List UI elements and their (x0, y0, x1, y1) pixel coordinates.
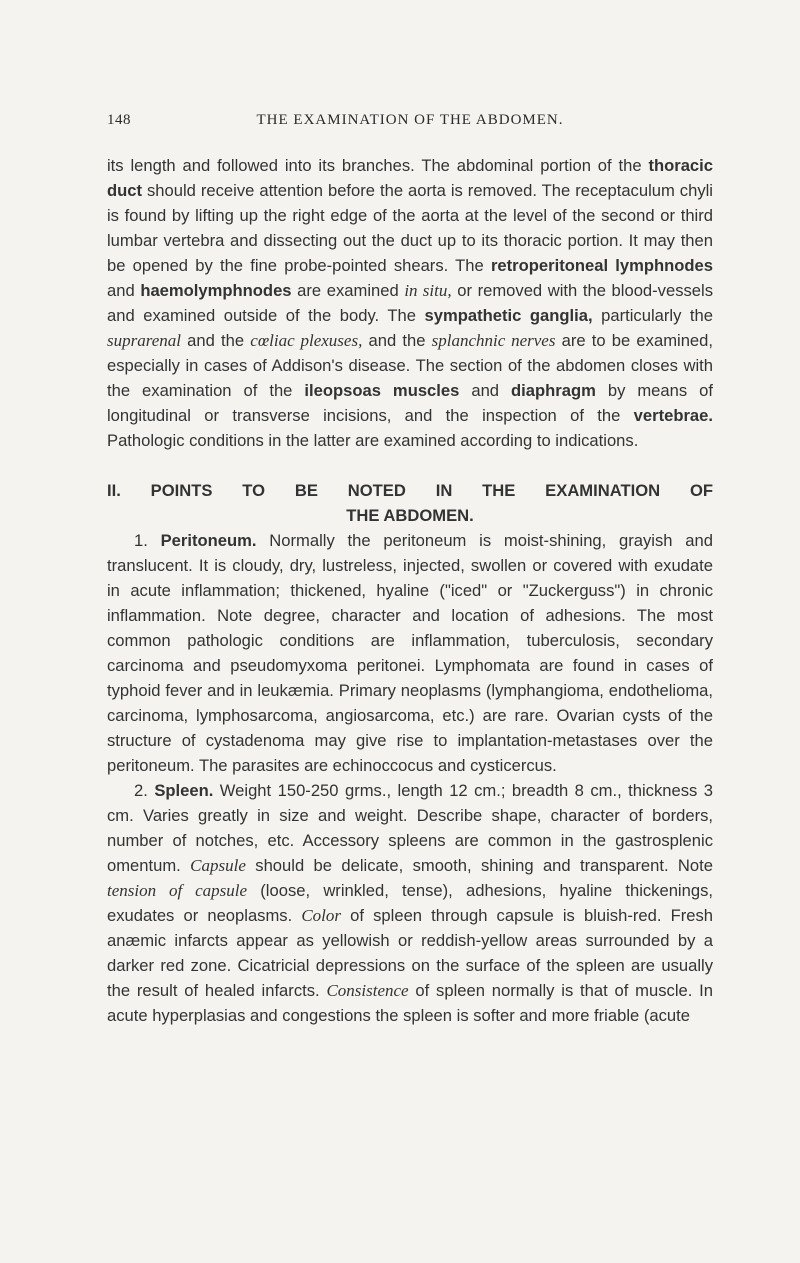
term-haemolymphnodes: haemolymphnodes (140, 281, 292, 300)
running-head (107, 112, 713, 136)
text-run: are to be examined, especially in cases of Addison's disease. The section of the abdomen closes with the examination of the (107, 331, 713, 400)
running-title: THE EXAMINATION OF THE ABDOMEN. (256, 112, 564, 128)
text-run: and the (362, 331, 432, 350)
term-capsule: Capsule (190, 856, 246, 875)
section-heading-line-2: THE ABDOMEN. (346, 506, 474, 525)
page-number: 148 (107, 112, 131, 128)
term-sympathetic-ganglia: sympathetic ganglia, (424, 306, 593, 325)
term-tension-of-capsule: tension of capsule (107, 881, 248, 900)
term-thoracic-duct: thoracic duct (107, 156, 713, 200)
text-run: by means of longitudinal or transverse incisions, and the inspection of the (107, 381, 713, 425)
term-retroperitoneal-lymphnodes: retroperitoneal lymphnodes (490, 256, 713, 275)
term-ileopsoas-muscles: ileopsoas muscles (304, 381, 460, 400)
text-run: Normally the peritoneum is moist-shining, grayish and translucent. It is cloudy, dry, lustreless, injected, swollen or covered with exudate in acute inflammation; thickened, hyaline ("iced" or "Zuckerguss") in chronic inflammation. Note degree, character and location of adhesions. The most common pathologic conditions are inflammation, tuberculosis, secondary carcinoma and pseudomyxoma peritonei. Lymphomata are found in cases of typhoid fever and in leukæmia. Primary neoplasms (lymphangioma, endothelioma, carcinoma, lymphosarcoma, angiosarcoma, etc.) are rare. Ovarian cysts of the structure of cystadenoma may give rise to implantation-metastases over the peritoneum. The parasites are echinoccocus and cysticercus. (107, 531, 713, 775)
text-run: or removed with the blood-vessels and examined outside of the body. The (107, 281, 714, 325)
term-color: Color (301, 906, 342, 925)
text-run: and the (181, 331, 251, 350)
term-consistence: Consistence (326, 981, 409, 1000)
text-run: Weight 150-250 grms., length 12 cm.; breadth 8 cm., thickness 3 cm. Varies greatly in size and weight. Describe shape, character of borders, number of notches, etc. Accessory spleens are common in the gastrosplenic omentum. (107, 781, 714, 875)
term-coeliac-plexuses: cœliac plexuses, (250, 331, 363, 350)
term-vertebrae: vertebrae. (633, 406, 713, 425)
item-label-spleen: Spleen. (154, 781, 214, 800)
text-run: Pathologic conditions in the latter are examined according to indications. (107, 431, 639, 450)
term-diaphragm: diaphragm (511, 381, 596, 400)
term-in-situ: in situ, (404, 281, 452, 300)
body-text (107, 153, 713, 1028)
item-number: 1. (134, 531, 161, 550)
text-run: of spleen through capsule is bluish-red. Fresh anæmic infarcts appear as yellowish or reddish-yellow areas surrounded by a darker red zone. Cicatricial depressions on the surface of the spleen are usually the result of healed infarcts. (107, 906, 713, 1000)
section-heading-line-1: II. POINTS TO BE NOTED IN THE EXAMINATION OF (107, 481, 713, 500)
item-label-peritoneum: Peritoneum. (160, 531, 257, 550)
term-splanchnic-nerves: splanchnic nerves (431, 331, 556, 350)
text-run: its length and followed into its branches. The abdominal portion of the (107, 156, 649, 175)
text-run: particularly the (592, 306, 713, 325)
text-run: should receive attention before the aorta is removed. The receptaculum chyli is found by lifting up the right edge of the aorta at the level of the second or third lumbar vertebra and dissecting out the duct up to its thoracic portion. It may then be opened by the fine probe-pointed shears. The (107, 181, 713, 275)
paragraph-thoracic-duct (107, 153, 713, 453)
text-run: and (459, 381, 512, 400)
text-run: should be delicate, smooth, shining and transparent. Note (245, 856, 713, 875)
text-run: are examined (291, 281, 405, 300)
paragraph-peritoneum (107, 528, 713, 778)
term-suprarenal: suprarenal (107, 331, 181, 350)
text-run: and (107, 281, 141, 300)
paragraph-spleen (107, 778, 713, 1028)
text-run: of spleen normally is that of muscle. In acute hyperplasias and congestions the spleen is softer and more friable (acute (107, 981, 713, 1025)
section-heading (107, 478, 713, 528)
text-run: (loose, wrinkled, tense), adhesions, hyaline thickenings, exudates or neoplasms. (107, 881, 713, 925)
item-number: 2. (134, 781, 155, 800)
